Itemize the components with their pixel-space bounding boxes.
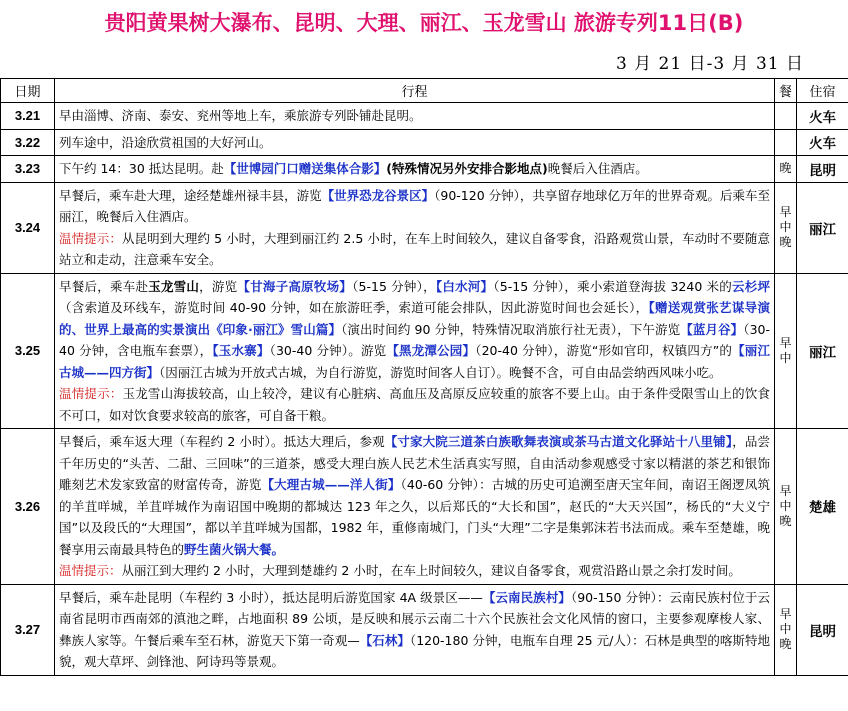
row-date: 3.27 bbox=[1, 584, 55, 675]
row-stay: 昆明 bbox=[797, 584, 848, 675]
row-stay: 火车 bbox=[797, 103, 848, 130]
highlight-attraction: 【石林】 bbox=[359, 632, 410, 648]
highlight-attraction: 【赠送观赏张艺谋导演的、世界上最高的实景演出《印象·丽江》雪山篇】 bbox=[59, 300, 770, 337]
itinerary-text: 从昆明到大理约 5 小时，大理到丽江约 2.5 小时，在车上时间较久，建议自备零食，沿路观赏山景，车动时不要随意站立和走动，注意乘车安全。 bbox=[59, 230, 770, 267]
row-date: 3.23 bbox=[1, 156, 55, 183]
row-date: 3.22 bbox=[1, 129, 55, 156]
row-date: 3.25 bbox=[1, 273, 55, 429]
itinerary-text: 晚餐后入住酒店。 bbox=[547, 161, 648, 176]
row-stay: 楚雄 bbox=[797, 429, 848, 585]
table-row bbox=[1, 584, 848, 675]
table-header-row bbox=[1, 79, 848, 103]
itinerary-text: （40-60 分钟）：古城的历史可追溯至唐天宝年间，南诏王阁逻凤筑的羊苴咩城，羊苴咩城作为南诏国中晚期的都城达 123 年之久，以后郑氏的“大长和国”，赵氏的“大天兴国”，杨氏的“大义宁国”以及段氏的“大理国”，都以羊苴咩城为国都，1982 年，重修南城门，门头“大理”二字是集郭沫若书法而成。乘车至楚雄，晚餐享用云南最具特色的 bbox=[59, 477, 770, 557]
highlight-attraction: 【寸家大院三道茶白族歌舞表演或茶马古道文化驿站十八里铺】 bbox=[384, 434, 733, 449]
highlight-attraction: 【世博园门口赠送集体合影】 bbox=[223, 161, 387, 176]
itinerary-text: 早餐后，乘车返大理（车程约 2 小时）。抵达大理后，参观 bbox=[59, 434, 385, 449]
meal-text: 早中晚 bbox=[779, 205, 792, 249]
highlight-attraction: 野生菌火锅大餐。 bbox=[184, 541, 285, 557]
highlight-attraction: 【甘海子高原牧场】 bbox=[237, 278, 353, 294]
highlight-attraction: 【玉水寨】 bbox=[212, 343, 270, 358]
itinerary-table bbox=[0, 78, 848, 676]
itinerary-text: 早餐后，乘车赴昆明（车程约 3 小时），抵达昆明后游览国家 4A 级景区—— bbox=[59, 589, 483, 605]
row-stay: 昆明 bbox=[797, 156, 848, 183]
row-itinerary bbox=[55, 429, 775, 585]
meal-text: 晚 bbox=[779, 161, 792, 176]
row-itinerary bbox=[55, 103, 775, 130]
highlight-attraction: 【丽江古城——四方街】 bbox=[59, 343, 770, 380]
row-itinerary bbox=[55, 182, 775, 273]
table-row bbox=[1, 103, 848, 130]
highlight-attraction: 【黑龙潭公园】 bbox=[386, 343, 476, 358]
itinerary-body bbox=[1, 103, 848, 676]
row-meal bbox=[775, 129, 797, 156]
header-date: 日期 bbox=[1, 79, 55, 103]
row-itinerary bbox=[55, 584, 775, 675]
highlight-attraction: 【云南民族村】 bbox=[482, 589, 571, 605]
row-stay: 火车 bbox=[797, 129, 848, 156]
itinerary-text: ，品尝千年历史的“头苦、二甜、三回味”的三道茶，感受大理白族人民艺术生活真实写照，自由活动参观感受寸家以精湛的茶艺和银饰雕刻艺术发家致富的财富传奇，游览 bbox=[59, 434, 770, 492]
itinerary-text: （90-150 分钟）：云南民族村位于云南省昆明市西南郊的滇池之畔，占地面积 89 公顷，是反映和展示云南二十六个民族社会文化风情的窗口，主要参观摩梭人家、彝族人家等。午餐后乘车至石林，游览天下第一奇观— bbox=[59, 589, 770, 648]
meal-text: 早中 bbox=[779, 335, 792, 365]
row-meal bbox=[775, 103, 797, 130]
itinerary-text: （5-15 分钟），乘小索道登海拔 3240 米的 bbox=[493, 278, 732, 294]
table-row bbox=[1, 156, 848, 183]
itinerary-text: （含索道及环线车，游览时间 40-90 分钟，如在旅游旺季，索道可能会排队，因此游览时间也会延长）， bbox=[59, 300, 649, 315]
itinerary-text: 下午约 14：30 抵达昆明。赴 bbox=[59, 161, 224, 176]
itinerary-text: （30-40 分钟，含电瓶车套票）， bbox=[59, 321, 771, 358]
tip-label: 温情提示： bbox=[59, 563, 122, 578]
itinerary-text: （30-40 分钟）。游览 bbox=[269, 343, 387, 358]
table-row bbox=[1, 429, 848, 585]
row-itinerary bbox=[55, 273, 775, 429]
itinerary-text: 玉龙雪山 bbox=[148, 278, 200, 294]
itinerary-text: 早餐后，乘车赴 bbox=[59, 278, 149, 294]
row-meal bbox=[775, 273, 797, 429]
header-itinerary: 行程 bbox=[55, 79, 775, 103]
row-meal bbox=[775, 584, 797, 675]
meal-text: 早中晚 bbox=[779, 483, 792, 528]
itinerary-text: 从丽江到大理约 2 小时，大理到楚雄约 2 小时，在车上时间较久，建议自备零食，观赏沿路山景之余打发时间。 bbox=[121, 563, 741, 578]
highlight-attraction: 【白水河】 bbox=[435, 278, 494, 294]
itinerary-text: (特殊情况另外安排合影地点) bbox=[386, 161, 548, 176]
itinerary-text: （5-15 分钟）， bbox=[352, 278, 436, 294]
itinerary-text: （120-180 分钟，电瓶车自理 25 元/人）：石林是典型的喀斯特地貌，观大草坪、剑锋池、阿诗玛等景观。 bbox=[59, 632, 770, 669]
header-meal: 餐 bbox=[775, 79, 797, 103]
itinerary-text: （20-40 分钟），游览“形如官印，权镇四方”的 bbox=[475, 343, 733, 358]
page-title: 贵阳黄果树大瀑布、昆明、大理、丽江、玉龙雪山 旅游专列11日(B) bbox=[104, 11, 744, 35]
date-range: 3 月 21 日-3 月 31 日 bbox=[615, 54, 804, 74]
table-row bbox=[1, 182, 848, 273]
itinerary-text: 列车途中，沿途欣赏祖国的大好河山。 bbox=[59, 134, 272, 150]
highlight-attraction: 【蓝月谷】 bbox=[680, 321, 744, 337]
row-itinerary bbox=[55, 129, 775, 156]
row-stay: 丽江 bbox=[797, 273, 848, 429]
table-row bbox=[1, 273, 848, 429]
itinerary-text: （因丽江古城为开放式古城，为自行游览，游览时间客人自订）。晚餐不含，可自由品尝纳西风味小吃。 bbox=[159, 364, 722, 380]
row-meal bbox=[775, 182, 797, 273]
highlight-attraction: 【世界恐龙谷景区】 bbox=[321, 187, 435, 203]
row-date: 3.24 bbox=[1, 182, 55, 273]
row-itinerary bbox=[55, 156, 775, 183]
highlight-attraction: 【大理古城——洋人街】 bbox=[261, 477, 401, 492]
row-date: 3.21 bbox=[1, 103, 55, 130]
row-stay: 丽江 bbox=[797, 182, 848, 273]
itinerary-text: （90-120 分钟），共享留存地球亿万年的世界奇观。后乘车至丽江，晚餐后入住酒店。 bbox=[59, 187, 770, 224]
itinerary-text: 早餐后，乘车赴大理，途经楚雄州禄丰县，游览 bbox=[59, 187, 322, 203]
itinerary-text: （演出时间约 90 分钟，特殊情况取消旅行社无责），下午游览 bbox=[341, 321, 681, 337]
header-stay: 住宿 bbox=[797, 79, 848, 103]
table-row bbox=[1, 129, 848, 156]
itinerary-text: 早由淄博、济南、泰安、兖州等地上车，乘旅游专列卧铺赴昆明。 bbox=[59, 108, 422, 123]
itinerary-text: 玉龙雪山海拔较高，山上较冷，建议有心脏病、高血压及高原反应较重的旅客不要上山。由于条件受限雪山上的饮食不可口，如对饮食要求较高的旅客，可自备干粮。 bbox=[59, 386, 770, 423]
tip-label: 温情提示： bbox=[59, 386, 123, 401]
itinerary-text: ，游览 bbox=[199, 278, 238, 294]
row-date: 3.26 bbox=[1, 429, 55, 585]
meal-text: 早中晚 bbox=[779, 607, 792, 651]
tip-label: 温情提示： bbox=[59, 230, 122, 246]
row-meal bbox=[775, 156, 797, 183]
row-meal bbox=[775, 429, 797, 585]
highlight-attraction: 云杉坪 bbox=[731, 278, 770, 294]
